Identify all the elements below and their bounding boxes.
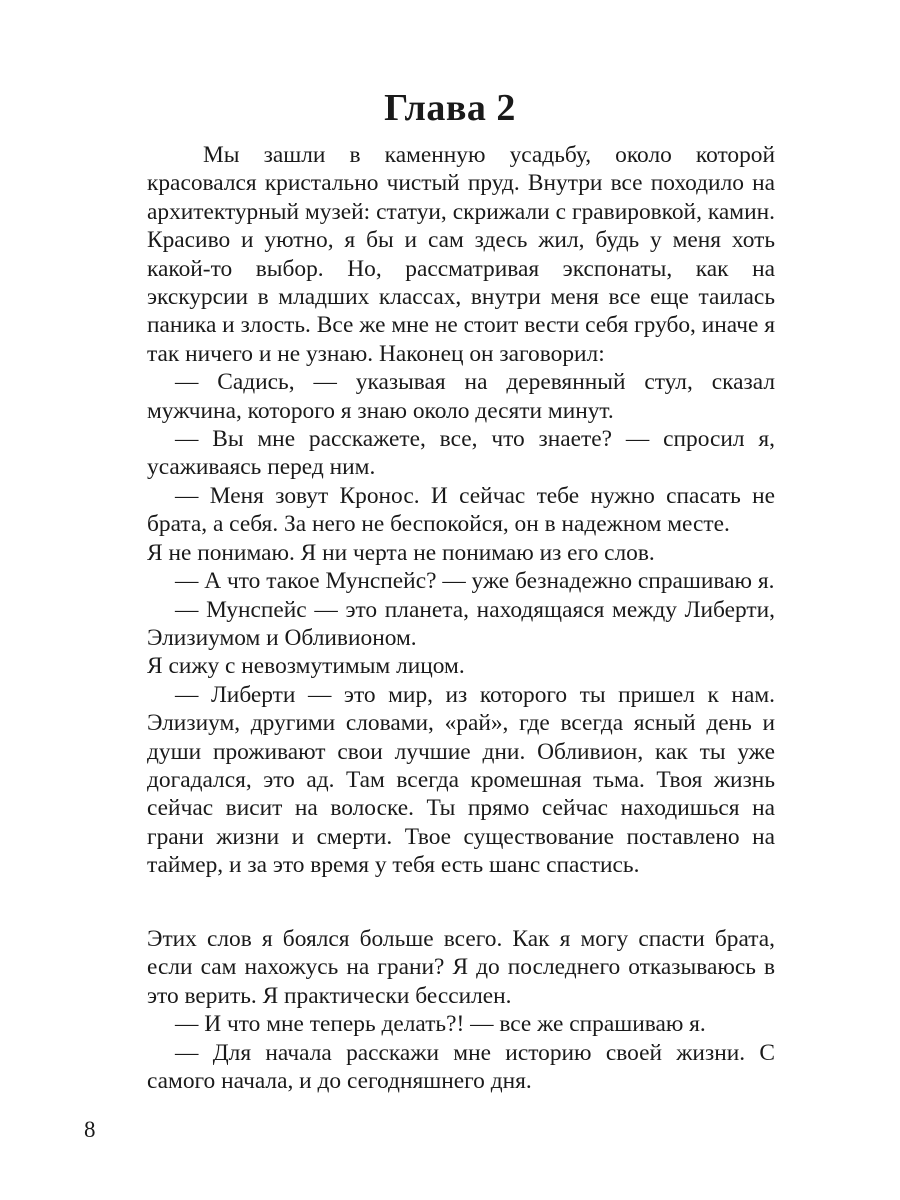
page-number: 8: [84, 1117, 96, 1142]
paragraph-dialogue: — Для начала расскажи мне историю своей жизни. С самого начала, и до сегодняшнего дня.: [147, 1039, 775, 1095]
paragraph-dialogue: — Садись, — указывая на деревянный стул, сказал мужчина, которого я знаю около десяти минут.: [147, 369, 775, 424]
main-text-block: [147, 141, 775, 880]
paragraph-narration: Этих слов я боялся больше всего. Как я могу спасти брата, если сам нахожусь на грани? Я до последнего отказываюсь в это верить. Я практически бессилен.: [147, 926, 775, 1009]
paragraph-dialogue: — А что такое Мунспейс? — уже безнадежно спрашиваю я.: [175, 568, 775, 595]
paragraph-dialogue: — Мунспейс — это планета, находящаяся между Либерти, Элизиумом и Обливионом.: [147, 596, 775, 651]
paragraph-narration: Мы зашли в каменную усадьбу, около которой красовался кристально чистый пруд. Внутри все походило на архитектурный музей: статуи, скрижали с гравировкой, камин. Красиво и уютно, я бы и сам здесь жил, будь у меня хоть какой-то выбор. Но, рассматривая экспонаты, как на экскурсии в младших классах, внутри меня все еще таилась паника и злость. Все же мне не стоит вести себя грубо, иначе я так ничего и не узнаю. Наконец он заговорил:: [147, 142, 775, 367]
paragraph-narration: Я не понимаю. Я ни черта не понимаю из его слов.: [147, 539, 655, 566]
paragraph-dialogue: — Вы мне расскажете, все, что знаете? — спросил я, усаживаясь перед ним.: [147, 426, 775, 481]
chapter-title: Глава 2: [384, 87, 516, 129]
paragraph-dialogue: — Либерти — это мир, из которого ты пришел к нам. Элизиум, другими словами, «рай», где всегда ясный день и души проживают свои лучшие дни. Обливион, как ты уже догадался, это ад. Там всегда кромешная тьма. Твоя жизнь сейчас висит на волоске. Ты прямо сейчас находишься на грани жизни и смерти. Твое существование поставлено на таймер, и за это время у тебя есть шанс спастись.: [147, 681, 775, 879]
paragraph-dialogue: — Меня зовут Кронос. И сейчас тебе нужно спасать не брата, а себя. За него не беспокойся, он в надежном месте.: [147, 482, 775, 538]
paragraph-narration: Я сижу с невозмутимым лицом.: [147, 653, 465, 680]
paragraph-dialogue: — И что мне теперь делать?! — все же спрашиваю я.: [175, 1011, 706, 1038]
closing-text-block: [147, 925, 775, 1095]
